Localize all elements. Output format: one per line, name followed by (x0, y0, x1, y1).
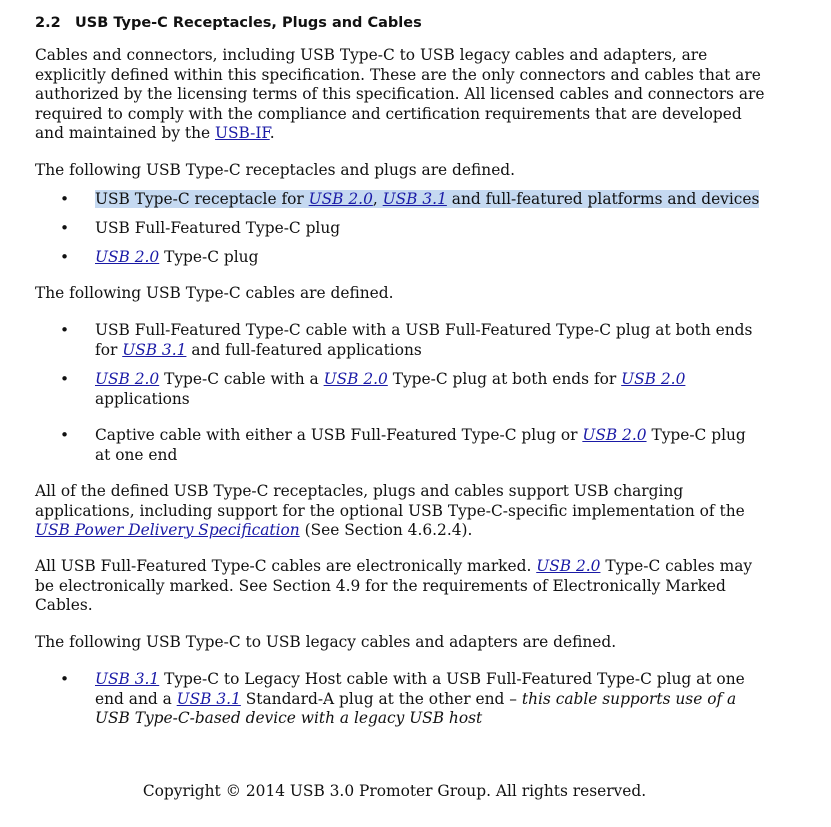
usb-power-delivery-link[interactable]: USB Power Delivery Specification (35, 521, 300, 539)
bullet: • (60, 248, 70, 266)
item-text: Standard-A plug at the other end – (240, 689, 522, 708)
item-text: and full-featured platforms and devices (446, 190, 760, 208)
marked-paragraph (35, 557, 775, 616)
list-item-text (95, 426, 763, 465)
usb-3-1-link[interactable]: USB 3.1 (176, 689, 241, 708)
item-text: Captive cable with either a USB Full-Featured Type-C plug or (95, 426, 583, 444)
usb-2-0-link[interactable]: USB 2.0 (308, 190, 373, 208)
intro-paragraph (35, 46, 775, 144)
section-title: USB Type-C Receptacles, Plugs and Cables (75, 15, 422, 31)
highlighted-selection (95, 190, 759, 208)
item-text: Type-C cable with a (159, 370, 324, 388)
item-emphasis: this cable supports use of a USB Type-C-based device with a legacy USB host (95, 689, 737, 727)
bullet: • (60, 670, 70, 688)
bullet: • (60, 321, 70, 339)
legacy-lead: The following USB Type-C to USB legacy cables and adapters are defined. (35, 633, 617, 651)
list-item-text (95, 321, 763, 360)
paragraph-text: (See Section 4.6.2.4). (299, 521, 473, 539)
section-number: 2.2 (35, 15, 61, 31)
usb-2-0-link[interactable]: USB 2.0 (95, 370, 160, 388)
bullet: • (60, 219, 70, 237)
item-text: Type-C plug at both ends for (387, 370, 622, 388)
paragraph-text: Type-C cables may be electronically marked. See Section 4.9 for the requirements of Electronically Marked Cables. (35, 557, 753, 614)
list-item-text (95, 670, 763, 729)
bullet: • (60, 370, 70, 388)
list-item-text (95, 248, 763, 268)
copyright-footer: Copyright © 2014 USB 3.0 Promoter Group. All rights reserved. (142, 782, 647, 800)
usb-2-0-link[interactable]: USB 2.0 (536, 557, 601, 575)
usb-2-0-link[interactable]: USB 2.0 (621, 370, 686, 388)
usb-3-1-link[interactable]: USB 3.1 (95, 670, 160, 688)
item-text: USB Full-Featured Type-C cable with a USB Full-Featured Type-C plug at both ends for (95, 321, 753, 359)
usb-2-0-link[interactable]: USB 2.0 (323, 370, 388, 388)
item-text: Type-C to Legacy Host cable with a USB Full-Featured Type-C plug at one end and a (95, 670, 745, 708)
intro-end: . (269, 124, 275, 142)
usb-3-1-link[interactable]: USB 3.1 (122, 340, 187, 359)
list-item-text (95, 370, 763, 409)
usb-2-0-link[interactable]: USB 2.0 (95, 248, 160, 266)
item-text: Type-C plug (159, 248, 259, 266)
bullet: • (60, 426, 70, 444)
charging-paragraph (35, 482, 775, 541)
list-item-text (95, 190, 763, 210)
receptacles-lead: The following USB Type-C receptacles and plugs are defined. (35, 161, 516, 179)
paragraph-text: All USB Full-Featured Type-C cables are electronically marked. (35, 557, 537, 575)
usb-3-1-link[interactable]: USB 3.1 (382, 190, 447, 208)
cables-lead: The following USB Type-C cables are defined. (35, 284, 394, 302)
item-text: applications (95, 389, 190, 408)
intro-text: Cables and connectors, including USB Type-C to USB legacy cables and adapters, are explicitly defined within this specification. These are the only connectors and cables that are authorized by the licensing terms of this specification. All licensed cables and connectors are required to comply with the compliance and certification requirements that are developed and maintained by the (35, 46, 765, 142)
list-item-text: USB Full-Featured Type-C plug (95, 219, 341, 237)
usb-2-0-link[interactable]: USB 2.0 (582, 426, 647, 444)
separator: , (372, 190, 383, 208)
usb-if-link[interactable]: USB-IF (215, 124, 270, 142)
item-text: USB Type-C receptacle for (95, 190, 309, 208)
item-text: Type-C plug at one end (95, 426, 746, 464)
paragraph-text: All of the defined USB Type-C receptacles, plugs and cables support USB charging applications, including support for the optional USB Type-C-specific implementation of the (35, 482, 745, 520)
item-text: and full-featured applications (186, 340, 422, 359)
bullet: • (60, 190, 70, 208)
section-heading (35, 15, 422, 31)
